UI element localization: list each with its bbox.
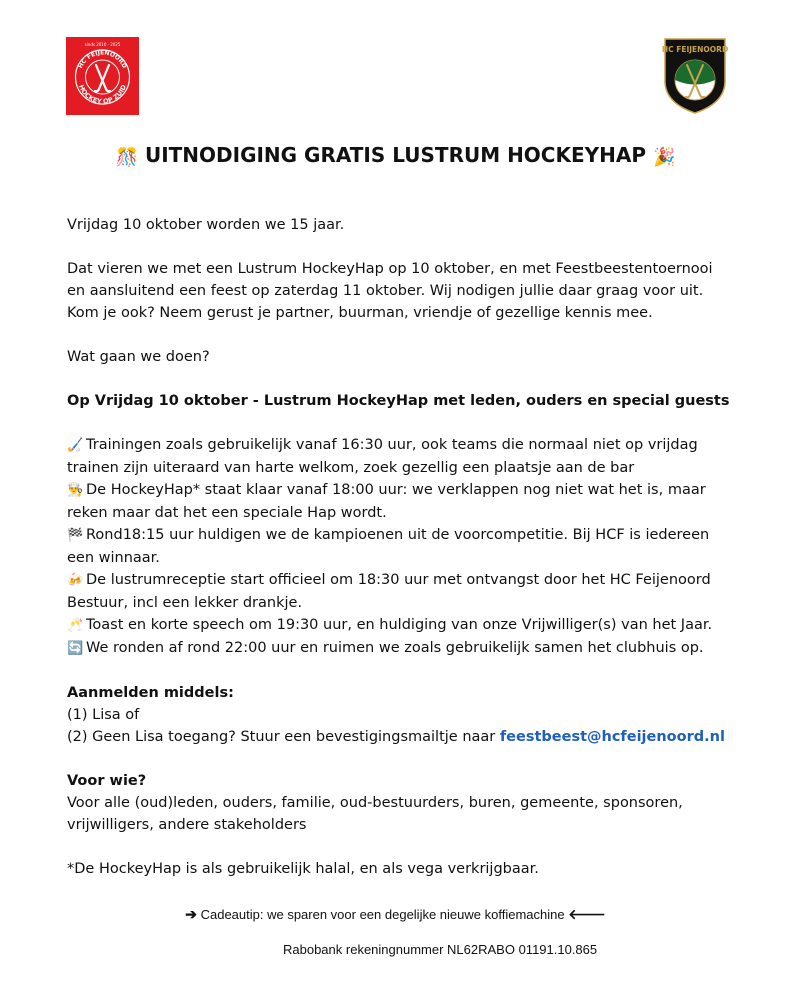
program-item-3-line-1: Rond18:15 uur huldigen we de kampioenen uit de voorcompetitie. Bij HCF is iedereen	[86, 527, 710, 543]
invitation-body	[67, 214, 747, 880]
intro-text: Vrijdag 10 oktober worden we 15 jaar.	[67, 217, 345, 233]
email-link[interactable]: feestbeest@hcfeijenoord.nl	[499, 729, 725, 745]
logo-top-text: HC FEIJENOORD	[77, 49, 128, 70]
hc-feijenoord-red-logo	[66, 37, 139, 115]
program-item-1-line-2: trainen zijn uiteraard van harte welkom, zoek gezellig een plaatsje aan de bar	[67, 460, 635, 476]
hc-feijenoord-shield-logo	[662, 37, 728, 115]
gift-tip	[0, 906, 791, 923]
title-text: UITNODIGING GRATIS LUSTRUM HOCKEYHAP	[144, 143, 647, 167]
program-item	[67, 614, 747, 637]
logo-bottom-text: HOCKEY OP ZUID	[76, 83, 129, 106]
register-heading: Aanmelden middels:	[67, 685, 234, 701]
chef-icon: 👨‍🍳	[67, 483, 84, 498]
audience-line-1: Voor alle (oud)leden, ouders, familie, oud-bestuurders, buren, gemeente, sponsoren,	[67, 795, 683, 811]
program-item	[67, 524, 747, 569]
program-item	[67, 637, 747, 660]
invite-line-3: Kom je ook? Neem gerust je partner, buurman, vriendje of gezellige kennis mee.	[67, 305, 653, 321]
program-item-2-line-1: De HockeyHap* staat klaar vanaf 18:00 uur: we verklappen nog niet wat het is, maar	[86, 482, 706, 498]
gift-tip-text: Cadeautip: we sparen voor een degelijke nieuwe koffiemachine	[200, 907, 565, 922]
program-item-6-line-1: We ronden af rond 22:00 uur en ruimen we zoals gebruikelijk samen het clubhuis op.	[86, 640, 704, 656]
program-item-5-line-1: Toast en korte speech om 19:30 uur, en huldiging van onze Vrijwilliger(s) van het Jaar.	[86, 617, 713, 633]
invite-line-2: en aansluitend een feest op zaterdag 11 oktober. Wij nodigen jullie daar graag voor uit.	[67, 283, 704, 299]
shield-logo-text: HC FEIJENOORD	[662, 45, 728, 54]
program-heading: Op Vrijdag 10 oktober - Lustrum HockeyHap met leden, ouders en special guests	[67, 393, 730, 409]
audience-line-2: vrijwilligers, andere stakeholders	[67, 817, 307, 833]
program-item	[67, 479, 747, 524]
logo-small-text: sinds 2010 · 2025	[84, 42, 121, 47]
invite-line-1: Dat vieren we met een Lustrum HockeyHap op 10 oktober, en met Feestbeestentoernooi	[67, 261, 713, 277]
program-item-3-line-2: een winnaar.	[67, 550, 160, 566]
party-popper-icon: 🎉	[652, 147, 676, 168]
program-item-2-line-2: reken maar dat het een speciale Hap wordt.	[67, 505, 387, 521]
beer-mugs-icon: 🍻	[67, 573, 84, 588]
program-item-1-line-1: Trainingen zoals gebruikelijk vanaf 16:30 uur, ook teams die normaal niet op vrijdag	[86, 437, 698, 453]
audience-heading: Voor wie?	[67, 773, 147, 789]
hockey-stick-icon: 🏑	[67, 438, 84, 453]
confetti-ball-icon: 🎊	[115, 147, 138, 168]
cycle-arrows-icon: 🔄	[67, 641, 84, 656]
champagne-glasses-icon: 🥂	[67, 618, 84, 633]
program-item-4-line-1: De lustrumreceptie start officieel om 18:30 uur met ontvangst door het HC Feijenoord	[86, 572, 711, 588]
register-option-2	[67, 726, 747, 748]
bank-account: Rabobank rekeningnummer NL62RABO 01191.10.865	[283, 942, 598, 957]
register-option-1: (1) Lisa of	[67, 707, 140, 723]
arrow-right-icon: ➔	[185, 906, 197, 922]
halal-note: *De HockeyHap is als gebruikelijk halal, en als vega verkrijgbaar.	[67, 861, 539, 877]
arrow-left-icon: 🡐	[568, 906, 606, 922]
question-text: Wat gaan we doen?	[67, 349, 210, 365]
program-item-4-line-2: Bestuur, incl een lekker drankje.	[67, 595, 303, 611]
program-item	[67, 434, 747, 479]
checkered-flag-icon: 🏁	[67, 528, 84, 543]
program-item	[67, 569, 747, 614]
register-option-2-text: (2) Geen Lisa toegang? Stuur een bevestigingsmailtje naar	[67, 729, 496, 745]
page-title	[0, 143, 791, 168]
